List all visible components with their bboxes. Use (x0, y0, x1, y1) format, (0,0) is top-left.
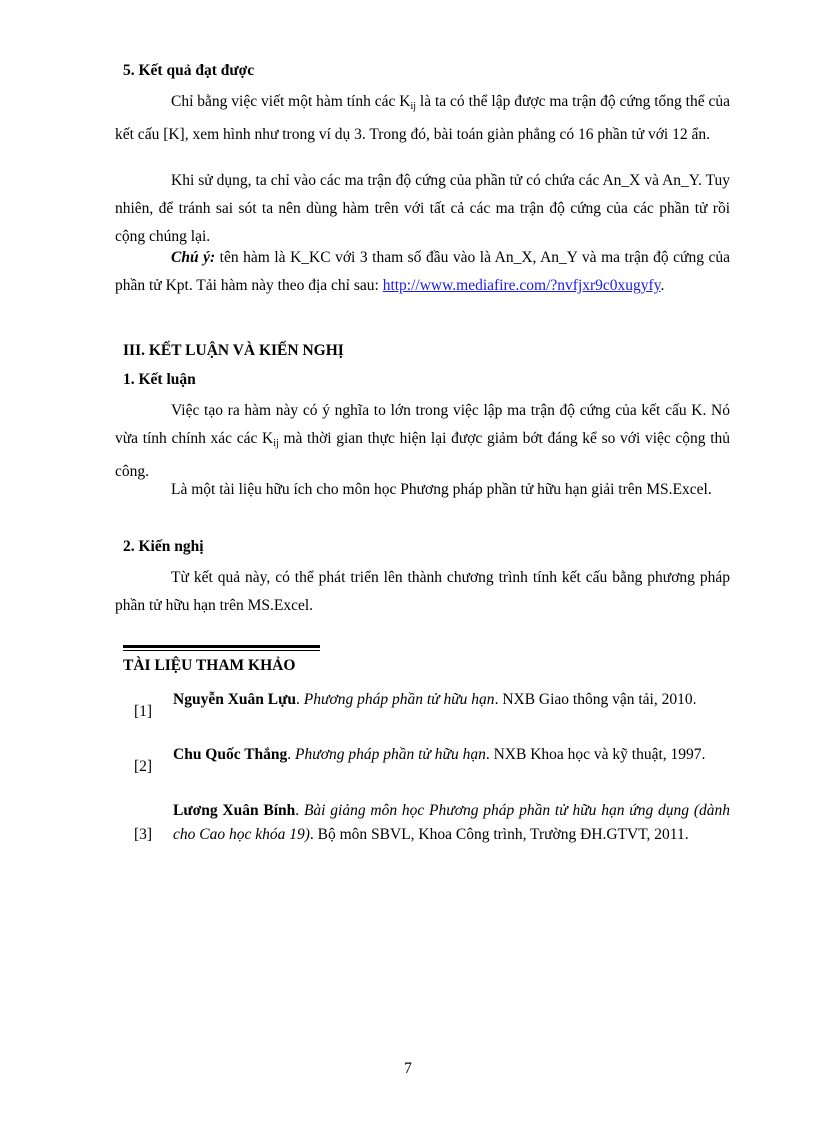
reference-text (173, 799, 730, 847)
divider-thick (123, 645, 320, 648)
section-heading-conclusion: III. KẾT LUẬN VÀ KIẾN NGHỊ (123, 342, 344, 359)
section-heading-results: 5. Kết quả đạt được (123, 62, 255, 79)
text-run: . (296, 691, 304, 708)
divider-thin (123, 650, 320, 651)
paragraph-note (115, 244, 730, 300)
reference-text (173, 743, 730, 767)
reference-author: Lương Xuân Bính (173, 802, 296, 819)
text-run: mà thời gian thực hiện lại được giảm bớt đáng kể so với việc cộng thủ công. (115, 430, 731, 480)
reference-author: Nguyễn Xuân Lựu (173, 691, 297, 708)
reference-number: [3] (134, 826, 153, 843)
reference-item (123, 743, 730, 791)
reference-item (123, 688, 730, 736)
reference-item (123, 799, 730, 871)
subheading-recommendation: 2. Kiến nghị (123, 538, 204, 555)
reference-rest: . Bộ môn SBVL, Khoa Công trình, Trường ĐH.GTVT, 2011. (309, 826, 689, 843)
note-label: Chú ý: (171, 249, 216, 266)
reference-title: Phương pháp phần tử hữu hạn (303, 691, 495, 708)
download-link[interactable]: http://www.mediafire.com/?nvfjxr9c0xugyfy (382, 277, 661, 294)
subheading-conclusion: 1. Kết luận (123, 371, 196, 388)
reference-rest: . NXB Giao thông vận tải, 2010. (494, 691, 697, 708)
text-run: tên hàm là K_KC với 3 tham số đầu vào là An_X, An_Y và ma trận độ cứng của phần tử Kpt. Tải hàm này theo địa chỉ sau: (115, 249, 730, 294)
text-run: Việc tạo ra hàm này có ý nghĩa to lớn trong việc lập ma trận độ cứng của kết cấu K. Nó vừa tính chính xác các K (115, 402, 730, 447)
text-run: là ta có thể lập được ma trận độ cứng tổng thể của kết cấu [K], xem hình như trong ví dụ 3. Trong đó, bài toán giàn phẳng có 16 phần tử với 12 ẩn. (115, 93, 731, 143)
paragraph-conclusion-2: Là một tài liệu hữu ích cho môn học Phương pháp phần tử hữu hạn giải trên MS.Excel. (171, 481, 712, 498)
paragraph-results-1 (115, 88, 730, 149)
references-heading: TÀI LIỆU THAM KHẢO (123, 657, 296, 674)
subscript: ij (410, 101, 417, 112)
reference-author: Chu Quốc Thắng (173, 746, 288, 763)
paragraph-results-2: Khi sử dụng, ta chỉ vào các ma trận độ cứng của phần tử có chứa các An_X và An_Y. Tuy nhiên, để tránh sai sót ta nên dùng hàm trên với tất cả các ma trận độ cứng của các phần tử rồi cộng chúng lại. (115, 172, 730, 245)
reference-title: Phương pháp phần tử hữu hạn (295, 746, 486, 763)
reference-number: [2] (134, 758, 153, 775)
text-run: . (660, 277, 665, 294)
reference-rest: . NXB Khoa học và kỹ thuật, 1997. (485, 746, 706, 763)
text-run: . (287, 746, 296, 763)
text-run: Chỉ bằng việc viết một hàm tính các K (171, 93, 411, 110)
subscript: ij (273, 438, 279, 449)
reference-title: Bài giảng môn học Phương pháp phần tử hữu hạn ứng dụng (dành cho Cao học khóa 19) (173, 802, 730, 843)
text-run: . (295, 802, 304, 819)
reference-number: [1] (134, 703, 153, 720)
paragraph-recommendation: Từ kết quả này, có thể phát triển lên thành chương trình tính kết cấu bằng phương pháp phần tử hữu hạn trên MS.Excel. (115, 569, 730, 614)
paragraph-conclusion-1 (115, 397, 730, 486)
page-number: 7 (404, 1060, 412, 1077)
reference-text (173, 688, 730, 712)
